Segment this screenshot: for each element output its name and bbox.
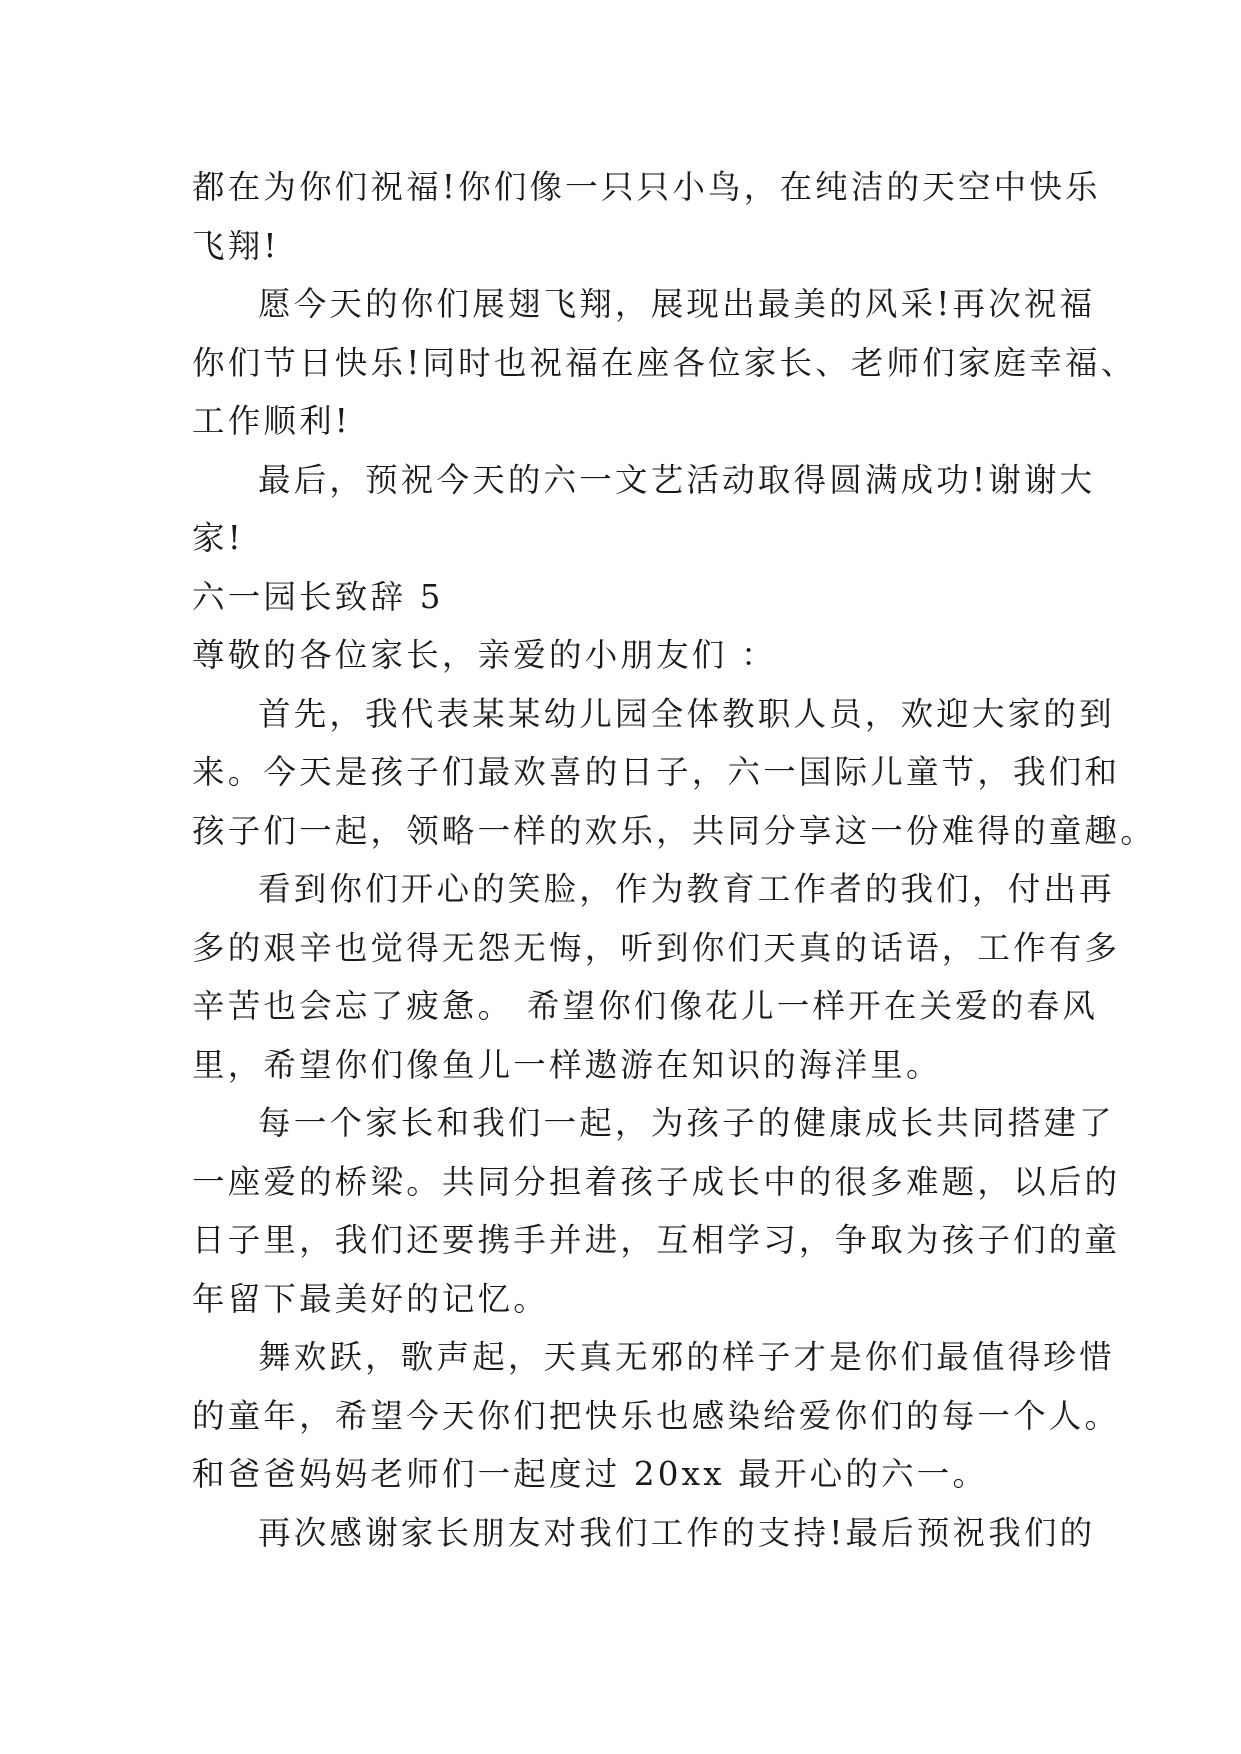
text-line-2: 飞翔! <box>192 226 280 265</box>
text-line-16: 里，希望你们像鱼儿一样遨游在知识的海洋里。 <box>192 1045 942 1084</box>
text-line-10: 首先，我代表某某幼儿园全体教职人员，欢迎大家的到 <box>258 694 1115 733</box>
text-line-17: 每一个家长和我们一起，为孩子的健康成长共同搭建了 <box>258 1104 1115 1142</box>
text-line-20: 年留下最美好的记忆。 <box>192 1279 550 1318</box>
text-line-3: 愿今天的你们展翅飞翔，展现出最美的风采!再次祝福 <box>258 285 1096 323</box>
text-line-12: 孩子们一起，领略一样的欢乐，共同分享这一份难得的童趣。 <box>192 811 1156 850</box>
text-line-7: 家! <box>192 519 244 557</box>
text-line-5: 工作顺利! <box>192 402 352 440</box>
text-line-24: 再次感谢家长朋友对我们工作的支持!最后预祝我们的 <box>258 1513 1096 1552</box>
text-line-19: 日子里，我们还要携手并进，互相学习，争取为孩子们的童 <box>192 1221 1121 1259</box>
text-line-14: 多的艰辛也觉得无怨无悔，听到你们天真的话语，工作有多 <box>192 928 1121 967</box>
text-line-23: 和爸爸妈妈老师们一起度过 20xx 最开心的六一。 <box>192 1455 989 1493</box>
document-body <box>192 158 1156 1562</box>
text-line-13: 看到你们开心的笑脸，作为教育工作者的我们，付出再 <box>258 870 1115 908</box>
text-line-18: 一座爱的桥梁。共同分担着孩子成长中的很多难题，以后的 <box>192 1162 1121 1201</box>
text-line-4: 你们节日快乐!同时也祝福在座各位家长、老师们家庭幸福、 <box>192 343 1137 382</box>
text-line-22: 的童年，希望今天你们把快乐也感染给爱你们的每一个人。 <box>192 1396 1121 1435</box>
text-line-11: 来。今天是孩子们最欢喜的日子，六一国际儿童节，我们和 <box>192 753 1121 791</box>
text-line-6: 最后，预祝今天的六一文艺活动取得圆满成功!谢谢大 <box>258 460 1096 499</box>
salutation: 尊敬的各位家长，亲爱的小朋友们 ： <box>192 636 777 674</box>
text-line-1: 都在为你们祝福!你们像一只只小鸟，在纯洁的天空中快乐 <box>192 168 1101 206</box>
section-heading: 六一园长致辞 5 <box>192 577 444 616</box>
text-line-15: 辛苦也会忘了疲惫。 希望你们像花儿一样开在关爱的春风 <box>192 987 1099 1025</box>
text-line-21: 舞欢跃，歌声起，天真无邪的样子才是你们最值得珍惜 <box>258 1338 1115 1376</box>
